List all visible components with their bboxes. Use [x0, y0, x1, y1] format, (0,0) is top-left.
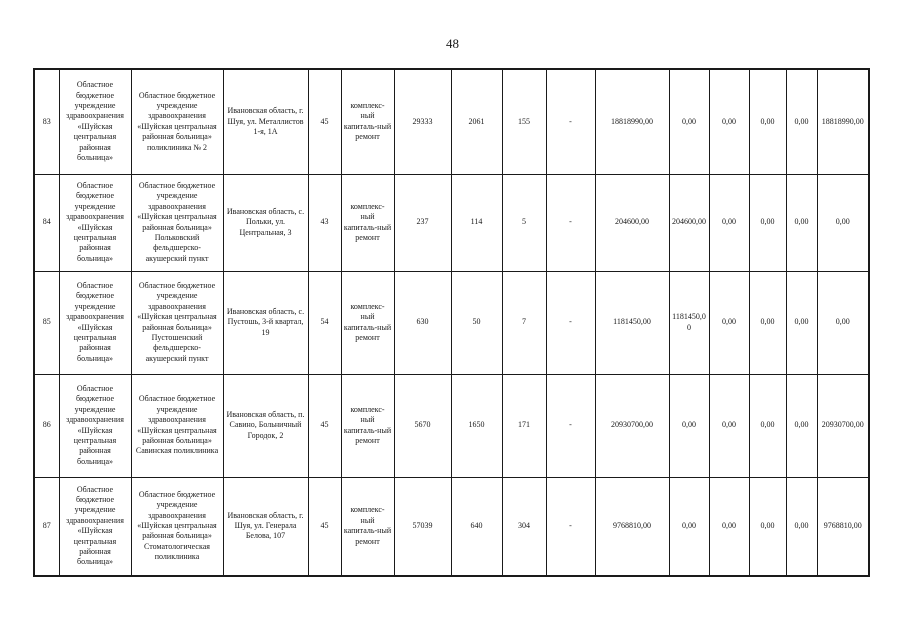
cell-cost-3: 0,00	[749, 174, 786, 271]
cell-row-number: 83	[34, 69, 59, 174]
cell-value-b: 1650	[451, 374, 502, 477]
cell-cost-final: 18818990,00	[817, 69, 869, 174]
cell-cost-final: 20930700,00	[817, 374, 869, 477]
cell-value-b: 50	[451, 271, 502, 374]
cell-cost-2: 0,00	[709, 271, 749, 374]
cell-row-number: 87	[34, 477, 59, 576]
cell-value-c: 304	[502, 477, 546, 576]
cell-value-d: -	[546, 271, 595, 374]
cell-cost-total: 9768810,00	[595, 477, 669, 576]
cell-code: 45	[308, 69, 341, 174]
table-row	[34, 69, 869, 174]
cell-work-type: комплекс-ный капиталь-ный ремонт	[341, 174, 394, 271]
cell-cost-total: 18818990,00	[595, 69, 669, 174]
cell-address: Ивановская область, г. Шуя, ул. Генерала Белова, 107	[223, 477, 308, 576]
cell-row-number: 85	[34, 271, 59, 374]
cell-cost-total: 1181450,00	[595, 271, 669, 374]
cell-value-d: -	[546, 477, 595, 576]
cell-code: 45	[308, 477, 341, 576]
cell-cost-4: 0,00	[786, 69, 817, 174]
cell-cost-final: 9768810,00	[817, 477, 869, 576]
cell-institution: Областное бюджетное учреждение здравоохранения «Шуйская центральная районная больница»	[59, 477, 131, 576]
cell-cost-4: 0,00	[786, 174, 817, 271]
cell-cost-2: 0,00	[709, 374, 749, 477]
cell-cost-total: 204600,00	[595, 174, 669, 271]
cell-work-type: комплекс-ный капиталь-ный ремонт	[341, 271, 394, 374]
cell-facility: Областное бюджетное учреждение здравоохранения «Шуйская центральная районная больница» Стоматологическая поликлиника	[131, 477, 223, 576]
cell-value-c: 155	[502, 69, 546, 174]
cell-cost-final: 0,00	[817, 174, 869, 271]
cell-cost-1: 1181450,00	[669, 271, 709, 374]
cell-value-a: 29333	[394, 69, 451, 174]
cell-cost-final: 0,00	[817, 271, 869, 374]
cell-address: Ивановская область, с. Пустошь, 3-й квартал, 19	[223, 271, 308, 374]
cell-cost-1: 0,00	[669, 477, 709, 576]
cell-cost-total: 20930700,00	[595, 374, 669, 477]
cell-cost-2: 0,00	[709, 477, 749, 576]
cell-value-b: 114	[451, 174, 502, 271]
cell-address: Ивановская область, с. Польки, ул. Центральная, 3	[223, 174, 308, 271]
cell-value-b: 2061	[451, 69, 502, 174]
cell-row-number: 84	[34, 174, 59, 271]
cell-value-a: 57039	[394, 477, 451, 576]
facilities-table	[33, 68, 870, 577]
table-row	[34, 174, 869, 271]
cell-work-type: комплекс-ный капиталь-ный ремонт	[341, 477, 394, 576]
cell-value-c: 7	[502, 271, 546, 374]
page-number: 48	[446, 36, 459, 51]
cell-cost-3: 0,00	[749, 271, 786, 374]
cell-institution: Областное бюджетное учреждение здравоохранения «Шуйская центральная районная больница»	[59, 174, 131, 271]
cell-cost-2: 0,00	[709, 174, 749, 271]
cell-value-a: 630	[394, 271, 451, 374]
cell-work-type: комплекс-ный капиталь-ный ремонт	[341, 374, 394, 477]
cell-cost-4: 0,00	[786, 477, 817, 576]
cell-institution: Областное бюджетное учреждение здравоохранения «Шуйская центральная районная больница»	[59, 374, 131, 477]
cell-facility: Областное бюджетное учреждение здравоохранения «Шуйская центральная районная больница» Пустошенский фельдшерско-акушерский пункт	[131, 271, 223, 374]
cell-value-c: 171	[502, 374, 546, 477]
cell-code: 43	[308, 174, 341, 271]
cell-facility: Областное бюджетное учреждение здравоохранения «Шуйская центральная районная больница» Савинская поликлиника	[131, 374, 223, 477]
cell-cost-3: 0,00	[749, 477, 786, 576]
cell-cost-4: 0,00	[786, 271, 817, 374]
cell-value-a: 237	[394, 174, 451, 271]
cell-row-number: 86	[34, 374, 59, 477]
cell-work-type: комплекс-ный капиталь-ный ремонт	[341, 69, 394, 174]
cell-institution: Областное бюджетное учреждение здравоохранения «Шуйская центральная районная больница»	[59, 271, 131, 374]
cell-address: Ивановская область, г. Шуя, ул. Металлистов 1-я, 1А	[223, 69, 308, 174]
cell-value-d: -	[546, 69, 595, 174]
table-row	[34, 374, 869, 477]
cell-code: 45	[308, 374, 341, 477]
cell-value-b: 640	[451, 477, 502, 576]
cell-cost-2: 0,00	[709, 69, 749, 174]
cell-value-a: 5670	[394, 374, 451, 477]
cell-institution: Областное бюджетное учреждение здравоохранения «Шуйская центральная районная больница»	[59, 69, 131, 174]
cell-facility: Областное бюджетное учреждение здравоохранения «Шуйская центральная районная больница» Польковский фельдшерско-акушерский пункт	[131, 174, 223, 271]
table-row	[34, 271, 869, 374]
cell-cost-3: 0,00	[749, 69, 786, 174]
cell-value-d: -	[546, 374, 595, 477]
cell-address: Ивановская область, п. Савино, Больничный Городок, 2	[223, 374, 308, 477]
cell-facility: Областное бюджетное учреждение здравоохранения «Шуйская центральная районная больница» поликлиника № 2	[131, 69, 223, 174]
cell-cost-1: 0,00	[669, 374, 709, 477]
cell-cost-3: 0,00	[749, 374, 786, 477]
cell-value-c: 5	[502, 174, 546, 271]
cell-code: 54	[308, 271, 341, 374]
cell-cost-1: 204600,00	[669, 174, 709, 271]
cell-value-d: -	[546, 174, 595, 271]
table-row	[34, 477, 869, 576]
cell-cost-4: 0,00	[786, 374, 817, 477]
cell-cost-1: 0,00	[669, 69, 709, 174]
